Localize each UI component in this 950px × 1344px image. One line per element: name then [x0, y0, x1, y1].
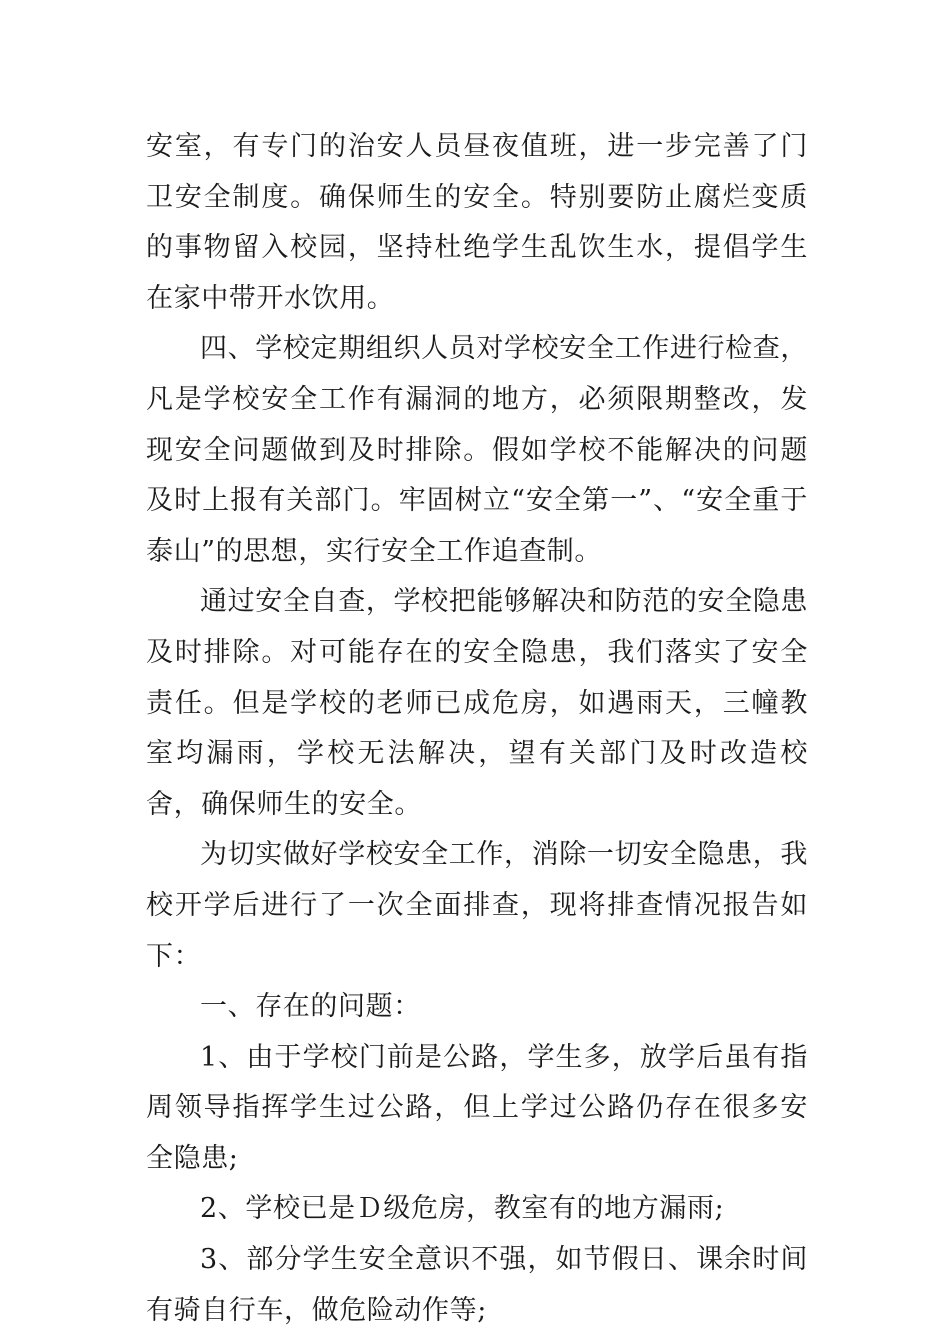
paragraph-4: 为切实做好学校安全工作，消除一切安全隐患，我校开学后进行了一次全面排查，现将排查情况报告如下：	[146, 839, 808, 972]
list-item-2: 2、学校已是Ｄ级危房，教室有的地方漏雨;	[200, 1193, 725, 1225]
list-item-3: 3、部分学生安全意识不强，如节假日、课余时间有骑自行车，做危险动作等;	[146, 1244, 808, 1326]
list-item-1: 1、由于学校门前是公路，学生多，放学后虽有指周领导指挥学生过公路，但上学过公路仍存在很多安全隐患;	[146, 1041, 808, 1174]
paragraph-1: 安室，有专门的治安人员昼夜值班，进一步完善了门卫安全制度。确保师生的安全。特别要防止腐烂变质的事物留入校园，坚持杜绝学生乱饮生水，提倡学生在家中带开水饮用。	[146, 131, 808, 314]
section-heading-problems: 一、存在的问题：	[200, 991, 421, 1023]
document-body	[146, 122, 808, 1336]
paragraph-2: 四、学校定期组织人员对学校安全工作进行检查，凡是学校安全工作有漏洞的地方，必须限期整改，发现安全问题做到及时排除。假如学校不能解决的问题及时上报有关部门。牢固树立“安全第一”、“安全重于泰山”的思想，实行安全工作追查制。	[146, 333, 808, 567]
paragraph-3: 通过安全自查，学校把能够解决和防范的安全隐患及时排除。对可能存在的安全隐患，我们落实了安全责任。但是学校的老师已成危房，如遇雨天，三幢教室均漏雨，学校无法解决，望有关部门及时改造校舍，确保师生的安全。	[146, 586, 808, 820]
